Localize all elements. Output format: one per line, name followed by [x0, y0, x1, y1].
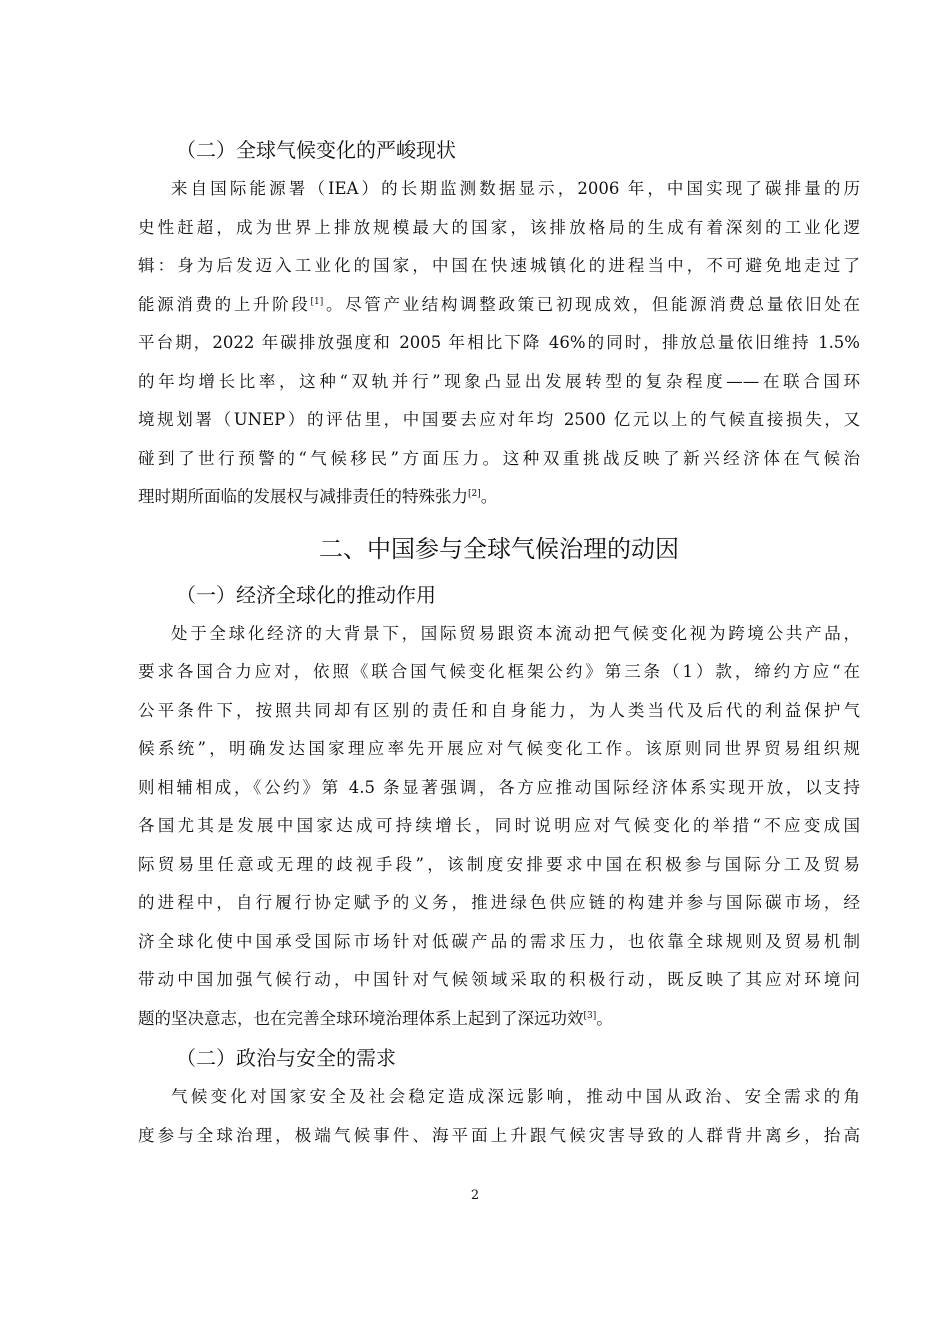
text-line: 境规划署（UNEP）的评估里，中国要去应对年均 2500 亿元以上的气候直接损失，又 [138, 410, 860, 429]
text-line: 辑：身为后发迈入工业化的国家，中国在快速城镇化的进程当中，不可避免地走过了 [138, 256, 860, 275]
chapter-heading-motives: 二、中国参与全球气候治理的动因 [319, 534, 679, 563]
text-line: 候系统”，明确发达国家理应率先开展应对气候变化工作。该原则同世界贸易组织规 [138, 739, 860, 758]
text-line: 济全球化使中国承受国际市场针对低碳产品的需求压力，也依靠全球规则及贸易机制 [138, 931, 860, 951]
text-segment: 题的坚决意志，也在完善全球环境治理体系上起到了深远功效 [138, 1008, 584, 1028]
section-heading-climate-status: （二）全球气候变化的严峻现状 [176, 138, 456, 162]
text-line: 公平条件下，按照共同却有区别的责任和自身能力，为人类当代及后代的利益保护气 [138, 700, 860, 720]
text-line: 史性赶超，成为世界上排放规模最大的国家，该排放格局的生成有着深刻的工业化逻 [138, 217, 860, 237]
paragraph-globalization [138, 615, 860, 1039]
text-segment: 。尽管产业结构调整政策已初现成效，但能源消费总量依旧处在 [323, 294, 861, 314]
text-line [138, 286, 860, 325]
text-line: 要求各国合力应对，依照《联合国气候变化框架公约》第三条（1）款，缔约方应“在 [138, 662, 860, 681]
paragraph-politics-security [138, 1078, 860, 1155]
text-line [138, 1000, 860, 1039]
text-line: 处于全球化经济的大背景下，国际贸易跟资本流动把气候变化视为跨境公共产品， [171, 623, 860, 643]
text-line: 度参与全球治理，极端气候事件、海平面上升跟气候灾害导致的人群背井离乡，抬高 [138, 1125, 860, 1145]
text-line: 的进程中，自行履行协定赋予的义务，推进绿色供应链的构建并参与国际碳市场，经 [138, 893, 860, 912]
text-line: 则相辅相成，《公约》第 4.5 条显著强调，各方应推动国际经济体系实现开放，以支持 [138, 777, 860, 797]
page-number: 2 [470, 1188, 480, 1203]
text-line: 际贸易里任意或无理的歧视手段”，该制度安排要求中国在积极参与国际分工及贸易 [138, 854, 860, 874]
text-line: 平台期，2022 年碳排放强度和 2005 年相比下降 46%的同时，排放总量依旧维持 1.5% [138, 333, 860, 352]
text-segment: 。 [480, 487, 498, 506]
text-line: 带动中国加强气候行动，中国针对气候领域采取的积极行动，既反映了其应对环境问 [138, 970, 860, 989]
text-segment: 。 [596, 1008, 613, 1028]
section-heading-globalization: （一）经济全球化的推动作用 [176, 582, 436, 607]
text-segment: 能源消费的上升阶段 [138, 294, 311, 314]
text-line: 的年均增长比率，这种“双轨并行”现象凸显出发展转型的复杂程度——在联合国环 [138, 371, 860, 391]
citation-ref-2[interactable]: [2] [468, 489, 481, 499]
paragraph-climate-status [138, 170, 860, 517]
page-body [138, 130, 860, 1155]
text-line: 气候变化对国家安全及社会稳定造成深远影响，推动中国从政治、安全需求的角 [171, 1087, 860, 1106]
text-line [138, 478, 860, 517]
citation-ref-3[interactable]: [3] [583, 1010, 597, 1021]
section-heading-politics-security: （二）政治与安全的需求 [176, 1046, 396, 1070]
text-line: 各国尤其是发展中国家达成可持续增长，同时说明应对气候变化的举措“不应变成国 [138, 816, 860, 835]
text-segment: 理时期所面临的发展权与减排责任的特殊张力 [138, 487, 468, 506]
text-line: 来自国际能源署（IEA）的长期监测数据显示，2006 年，中国实现了碳排量的历 [171, 179, 860, 198]
citation-ref-1[interactable]: [1] [310, 296, 324, 307]
text-line: 碰到了世行预警的“气候移民”方面压力。这种双重挑战反映了新兴经济体在气候治 [138, 448, 860, 468]
